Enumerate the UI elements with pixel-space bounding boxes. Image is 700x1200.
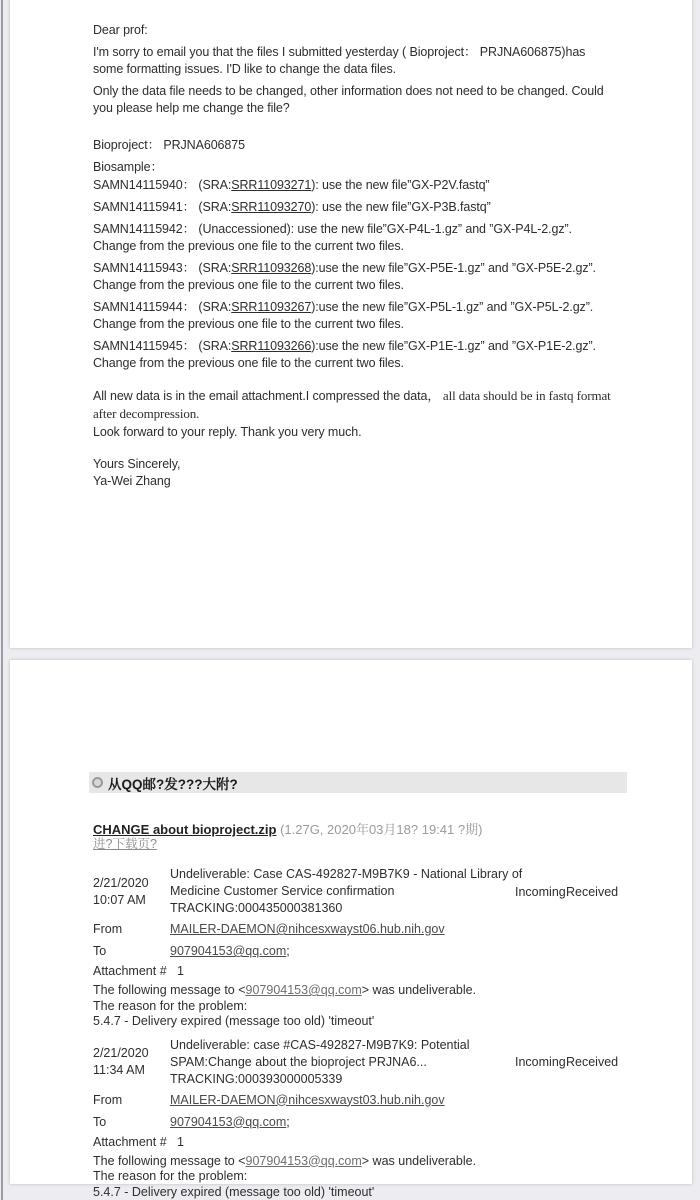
from-label: From [93,1092,123,1107]
sample-line [93,177,616,194]
to-address-link[interactable]: 907904153@qq.com [170,944,287,958]
salutation: Dear prof: [93,23,148,37]
attachment-count-value: 1 [177,1134,184,1149]
mail-date [93,1045,170,1079]
mail-subject-line: Undeliverable: Case CAS-492827-M9B7K9 - National Library of [170,867,523,881]
from-label: From [93,922,123,936]
sample-line [93,338,616,372]
mail-subject [170,1037,515,1088]
download-page-link[interactable]: 进?下载页? [93,837,157,851]
left-edge-line [1,0,3,1200]
bioproject-line: Bioproject： PRJNA606875 [93,138,245,152]
biosample-accession: SAMN14115942： [93,222,196,236]
body-text: The following message to < [93,983,246,997]
sample-text: (SRA: [195,339,232,353]
mail-status: Received [566,1055,619,1069]
biosample-accession: SAMN14115940： [93,178,196,192]
sample-text: ):use the new file”GX-P5E-1.gz” and ”GX-P5E-2.gz”. Change from the previous one file to the current two files. [93,261,596,292]
body-address-link[interactable]: 907904153@qq.com [245,1153,362,1168]
mail-record [93,1037,632,1200]
mail-status: Received [566,884,619,899]
sra-link[interactable]: SRR11093267 [231,300,312,314]
mail-record-header [93,1037,632,1088]
from-address-link[interactable]: MAILER-DAEMON@nihcesxwayst06.hub.nih.gov [170,922,445,936]
mail-subject [170,866,523,917]
attachment-file-meta: (1.27G, 2020年03月18? 19:41 ?期) [276,822,483,837]
body-error-line: 5.4.7 - Delivery expired (message too old) 'timeout' [93,1184,375,1199]
sample-text: (SRA: [195,300,232,314]
mail-to-row [93,1114,632,1130]
mail-attachment-row [93,1134,632,1150]
body-reason-line: The reason for the problem: [93,998,248,1013]
paragraph-request: Only the data file needs to be changed, other information does not need to be changed. Could you please help me change the file? [93,84,604,115]
closing-serif-text: all data should be in fastq format after decompression. [93,388,611,421]
mail-attachment-row [93,963,632,979]
mail-record [93,866,632,1030]
mail-date-day: 2/21/2020 [93,1046,149,1060]
mail-body [93,983,632,1030]
mail-date [93,875,170,909]
to-address-link[interactable]: 907904153@qq.com [170,1114,287,1129]
sra-link[interactable]: SRR11093266 [231,339,312,353]
biosample-accession: SAMN14115943： [93,261,196,275]
sample-text: (SRA: [195,200,232,214]
sample-text: ): use the new file”GX-P3B.fastq” [311,200,491,214]
to-label: To [93,944,107,958]
mail-tracking-number: TRACKING:000393000005339 [170,1071,343,1086]
mail-direction: Incoming [515,884,566,899]
mail-subject-line: Medicine Customer Service confirmation [170,884,395,898]
mail-from-row [93,1092,632,1108]
mail-subject-line: Undeliverable: case #CAS-492827-M9B7K9: Potential [170,1037,470,1052]
sample-text: (SRA: [195,261,232,275]
qq-mail-attachment-header [89,772,627,793]
sample-line [93,221,616,255]
attachment-count-label: Attachment # [93,1134,167,1149]
mail-direction: Incoming [515,1055,566,1069]
mail-from-row [93,921,632,937]
mail-subject-line: SPAM:Change about the bioproject PRJNA6... [170,1054,427,1069]
sra-link[interactable]: SRR11093268 [231,261,312,275]
body-undeliverable-line [93,983,632,999]
closing-paragraph [93,387,616,423]
closing-sans-text: All new data is in the email attachment.I compressed the data， [93,389,440,403]
sample-text: (SRA: [195,178,232,192]
body-text: > was undeliverable. [361,983,477,997]
sample-text: ): use the new file”GX-P2V.fastq” [311,178,490,192]
to-address-suffix: ; [286,1114,290,1129]
letter-page [10,0,692,648]
mail-tracking-number: TRACKING:000435000381360 [170,901,343,915]
biosample-accession: SAMN14115944： [93,300,196,314]
attachment-count-value: 1 [177,964,184,978]
to-address-suffix: ; [286,944,290,958]
paperclip-icon [92,777,103,788]
closing-reply-line: Look forward to your reply. Thank you very much. [93,425,362,439]
sample-line [93,199,616,216]
body-text: The following message to < [93,1153,246,1168]
mail-date-time: 10:07 AM [93,892,146,907]
sample-line [93,260,616,294]
sample-text: ):use the new file”GX-P1E-1.gz” and ”GX-P1E-2.gz”. Change from the previous one file to the current two files. [93,339,596,370]
attachment-file-line [93,822,632,837]
mail-to-row [93,943,632,959]
biosample-accession: SAMN14115941： [93,200,196,214]
download-page-line [93,837,632,852]
attachment-header-title: 从QQ邮?发???大附? [108,776,238,792]
body-text: > was undeliverable. [361,1153,477,1168]
paragraph-intro: I'm sorry to email you that the files I submitted yesterday ( Bioproject： PRJNA606875)has some formatting issues. I'D like to change the data files. [93,45,586,76]
body-reason-line: The reason for the problem: [93,1169,248,1183]
signature-name: Ya-Wei Zhang [93,474,171,488]
attachment-count-label: Attachment # [93,964,167,978]
mail-log-page [10,660,692,1199]
biosample-accession: SAMN14115945： [93,339,196,353]
mail-date-day: 2/21/2020 [93,875,149,890]
sample-text: (Unaccessioned): use the new file”GX-P4L-1.gz” and ”GX-P4L-2.gz”. Change from the previous one file to the current two files. [93,222,572,253]
sample-line [93,299,616,333]
to-label: To [93,1114,107,1129]
signoff-line: Yours Sincerely, [93,457,181,471]
mail-body [93,1154,632,1200]
sra-link[interactable]: SRR11093270 [231,200,312,214]
attachment-file-link[interactable]: CHANGE about bioproject.zip [93,822,277,837]
from-address-link[interactable]: MAILER-DAEMON@nihcesxwayst03.hub.nih.gov [170,1092,445,1107]
biosample-line: Biosample： [93,160,163,174]
body-address-link[interactable]: 907904153@qq.com [245,983,362,997]
sample-text: ):use the new file”GX-P5L-1.gz” and ”GX-P5L-2.gz”. Change from the previous one file to the current two files. [93,300,594,331]
mail-record-header [93,866,632,917]
mail-date-time: 11:34 AM [93,1063,145,1077]
body-undeliverable-line [93,1154,632,1170]
sra-link[interactable]: SRR11093271 [231,178,312,192]
body-error-line: 5.4.7 - Delivery expired (message too old) 'timeout' [93,1014,375,1028]
